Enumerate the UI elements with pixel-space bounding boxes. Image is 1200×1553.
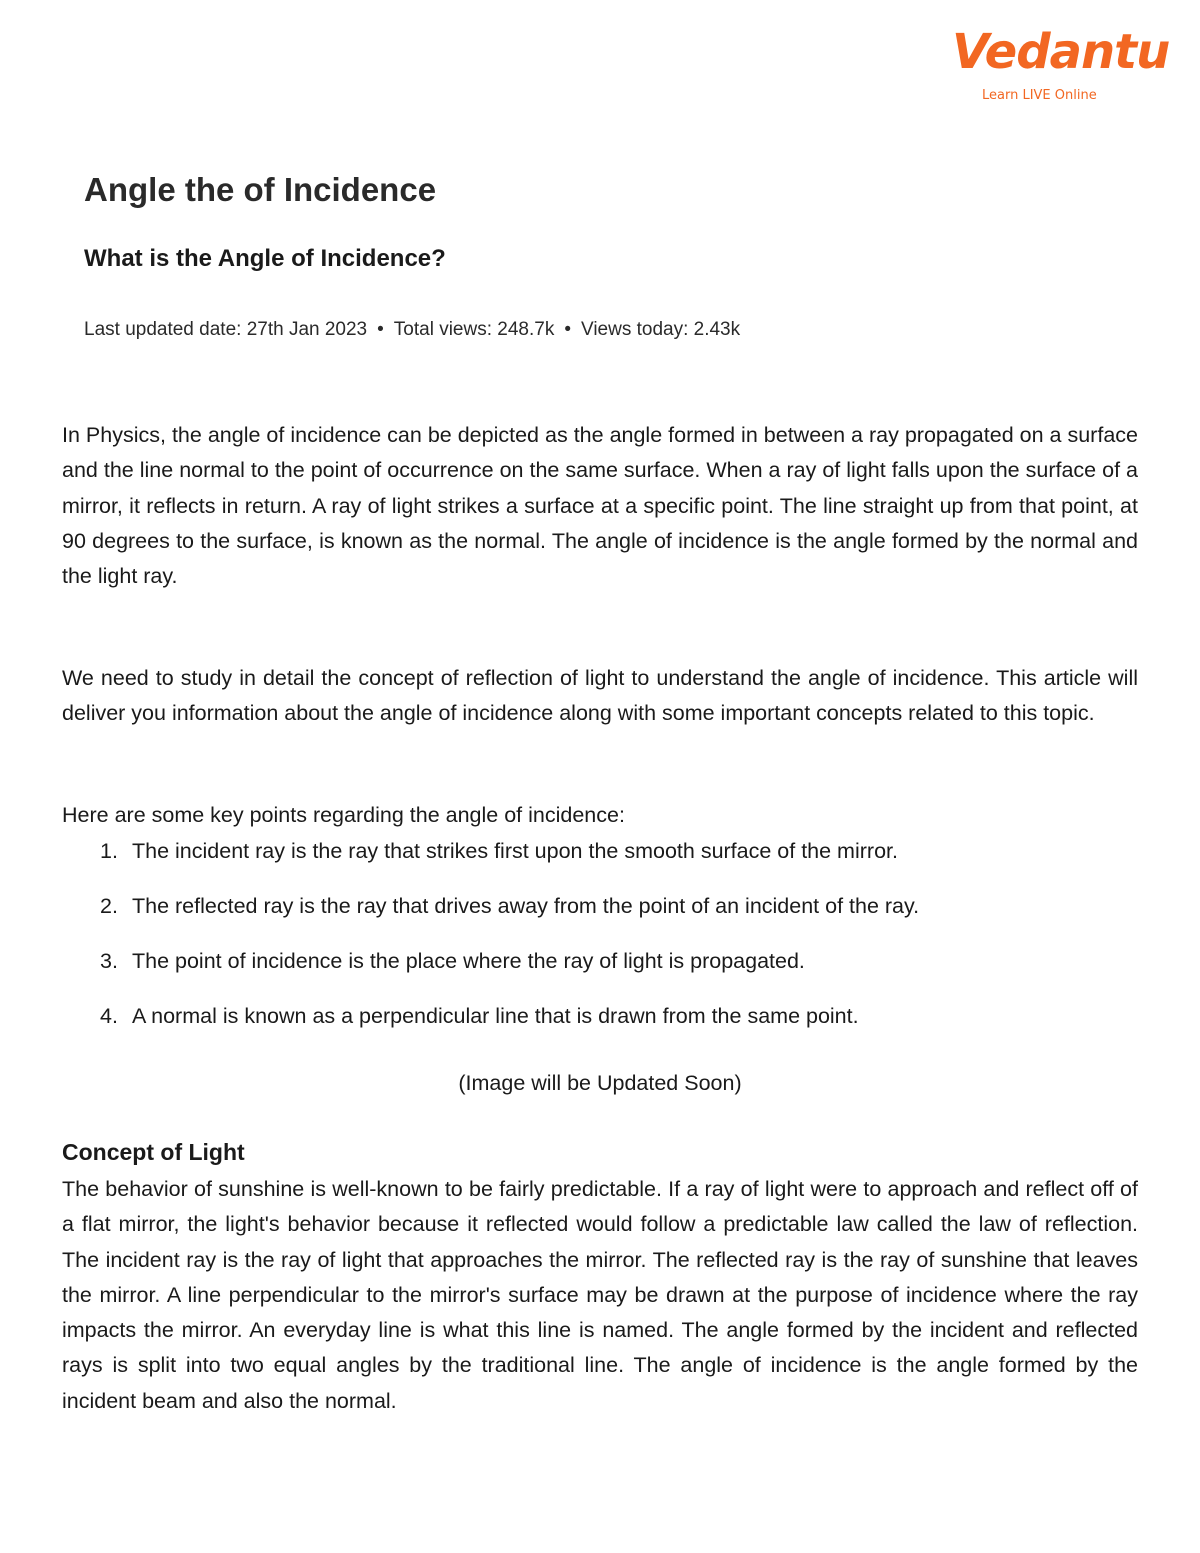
vedantu-logo (952, 24, 1170, 108)
article-meta (84, 319, 740, 342)
total-views: Total views: 248.7k (393, 319, 555, 340)
study-paragraph: We need to study in detail the concept of reflection of light to understand the angle of incidence. This article will deliver you information about the angle of incidence along with some important concepts related to this topic. (62, 666, 1138, 726)
page-title: Angle the of Incidence (84, 171, 437, 208)
list-number: 4. (100, 1004, 118, 1028)
key-points-list (100, 834, 919, 1054)
list-number: 3. (100, 949, 118, 973)
last-updated-date: Last updated date: 27th Jan 2023 (84, 319, 368, 340)
concept-paragraph: The behavior of sunshine is well-known to be fairly predictable. If a ray of light were to approach and reflect off of a flat mirror, the light's behavior because it reflected would follow a predictable law called the law of reflection. The incident ray is the ray of light that approaches the mirror. The reflected ray is the ray of sunshine that leaves the mirror. A line perpendicular to the mirror's surface may be drawn at the purpose of incidence where the ray impacts the mirror. An everyday line is what this line is named. The angle formed by the incident and reflected rays is split into two equal angles by the traditional line. The angle of incidence is the angle formed by the incident beam and also the normal. (62, 1177, 1138, 1413)
list-item (100, 834, 919, 889)
section-heading-concept-of-light: Concept of Light (62, 1139, 245, 1165)
list-item-text: A normal is known as a perpendicular line that is drawn from the same point. (132, 1004, 859, 1028)
page-subtitle: What is the Angle of Incidence? (84, 245, 446, 272)
list-item (100, 889, 919, 944)
list-item-text: The reflected ray is the ray that drives away from the point of an incident of the ray. (132, 894, 920, 918)
logo-tagline: Learn LIVE Online (982, 88, 1097, 103)
key-points-intro: Here are some key points regarding the angle of incidence: (62, 803, 625, 827)
meta-separator: • (377, 319, 384, 340)
image-placeholder-text: (Image will be Updated Soon) (458, 1071, 742, 1095)
views-today: Views today: 2.43k (580, 319, 741, 340)
list-item-text: The point of incidence is the place where the ray of light is propagated. (132, 949, 805, 973)
logo-wordmark: Vedantu (952, 24, 1170, 80)
list-number: 2. (100, 894, 118, 918)
intro-paragraph: In Physics, the angle of incidence can be depicted as the angle formed in between a ray propagated on a surface and the line normal to the point of occurrence on the same surface. When a ray of light falls upon the surface of a mirror, it reflects in return. A ray of light strikes a surface at a specific point. The line straight up from that point, at 90 degrees to the surface, is known as the normal. The angle of incidence is the angle formed by the normal and the light ray. (62, 423, 1138, 589)
list-number: 1. (100, 839, 118, 863)
list-item-text: The incident ray is the ray that strikes first upon the smooth surface of the mirror. (132, 839, 898, 863)
list-item (100, 944, 919, 999)
meta-separator: • (564, 319, 571, 340)
list-item (100, 999, 919, 1054)
key-points-intro-block (62, 798, 1138, 833)
